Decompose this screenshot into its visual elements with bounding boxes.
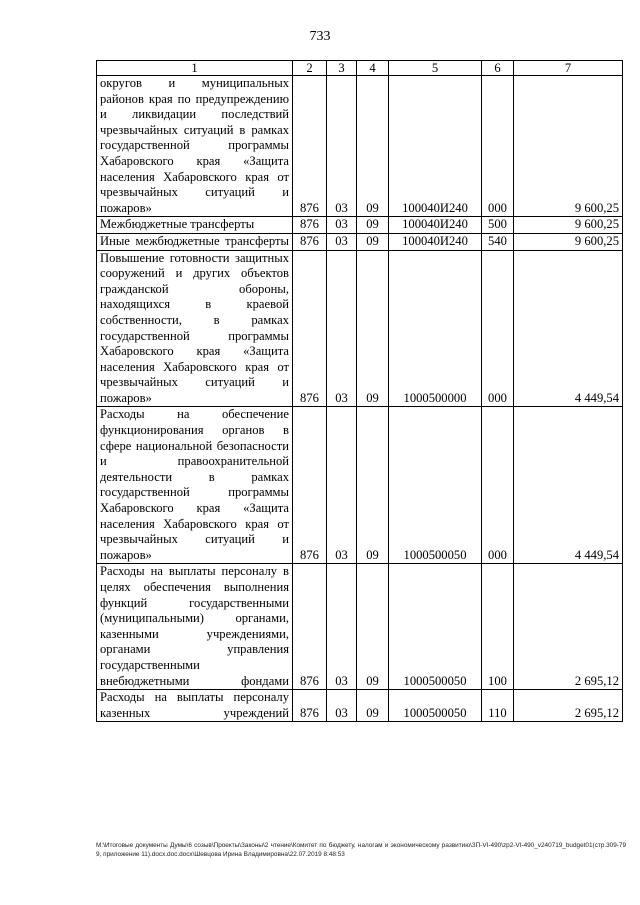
row-code-subsection: 09: [357, 250, 389, 407]
row-code-expense-type: 100: [482, 564, 514, 690]
page-number: 733: [309, 29, 331, 44]
row-code-subsection: 09: [357, 564, 389, 690]
column-header: 2: [293, 61, 327, 76]
document-path-footer: M:\Итоговые документы Думы\6 созыв\Проекты\Законы\2 чтение\Комитет по бюджету, налогам и экономическому развитию\ЗП-VI-490\zp2-VI-490_v240719_budget01(стр.309-799, приложение 11).docx.doc.docx\Шевцова Ирина Владимировна\22.07.2019 8:48:53: [96, 842, 626, 858]
row-code-target: 100040И240: [389, 217, 482, 234]
table-row: [97, 407, 623, 564]
row-code-expense-type: 110: [482, 690, 514, 722]
table-row: [97, 217, 623, 234]
row-code-expense-type: 000: [482, 250, 514, 407]
row-code-ministry: 876: [293, 233, 327, 250]
row-code-section: 03: [327, 76, 357, 217]
row-amount: 9 600,25: [514, 233, 623, 250]
row-description: Повышение готовности защитных сооружений и других объектов гражданской обороны, находящихся в краевой собственности, в рамках государственной программы Хабаровского края «Защита населения Хабаровского края от чрезвычайных ситуаций и пожаров»: [97, 250, 293, 407]
table-row: [97, 250, 623, 407]
row-description: Расходы на обеспечение функционирования органов в сфере национальной безопасности и правоохранительной деятельности в рамках государственной программы Хабаровского края «Защита населения Хабаровского края от чрезвычайных ситуаций и пожаров»: [97, 407, 293, 564]
row-code-section: 03: [327, 233, 357, 250]
row-code-expense-type: 000: [482, 407, 514, 564]
row-amount: 9 600,25: [514, 76, 623, 217]
row-code-subsection: 09: [357, 217, 389, 234]
row-code-ministry: 876: [293, 76, 327, 217]
row-amount: 4 449,54: [514, 250, 623, 407]
column-header: 7: [514, 61, 623, 76]
row-code-target: 1000500050: [389, 564, 482, 690]
row-code-section: 03: [327, 690, 357, 722]
row-code-target: 100040И240: [389, 233, 482, 250]
table-row: [97, 690, 623, 722]
row-code-subsection: 09: [357, 690, 389, 722]
row-amount: 9 600,25: [514, 217, 623, 234]
row-code-section: 03: [327, 250, 357, 407]
row-description: Иные межбюджетные трансферты: [97, 233, 293, 250]
row-code-section: 03: [327, 564, 357, 690]
row-code-subsection: 09: [357, 233, 389, 250]
table-row: [97, 233, 623, 250]
row-code-section: 03: [327, 407, 357, 564]
row-description: Расходы на выплаты персоналу в целях обеспечения выполнения функций государственными (муниципальными) органами, казенными учреждениями, органами управления государственными внебюджетными фондами: [97, 564, 293, 690]
column-header: 5: [389, 61, 482, 76]
row-description: округов и муниципальных районов края по предупреждению и ликвидации последствий чрезвычайных ситуаций в рамках государственной программы Хабаровского края «Защита населения Хабаровского края от чрезвычайных ситуаций и пожаров»: [97, 76, 293, 217]
column-header: 6: [482, 61, 514, 76]
row-description: Межбюджетные трансферты: [97, 217, 293, 234]
column-header: 3: [327, 61, 357, 76]
row-code-target: 1000500000: [389, 250, 482, 407]
table-header-row: [97, 61, 623, 76]
budget-table: [96, 60, 623, 722]
row-code-expense-type: 000: [482, 76, 514, 217]
row-code-ministry: 876: [293, 690, 327, 722]
row-amount: 2 695,12: [514, 690, 623, 722]
row-amount: 2 695,12: [514, 564, 623, 690]
row-code-target: 1000500050: [389, 690, 482, 722]
row-code-subsection: 09: [357, 76, 389, 217]
row-amount: 4 449,54: [514, 407, 623, 564]
row-code-ministry: 876: [293, 250, 327, 407]
table-row: [97, 76, 623, 217]
row-code-section: 03: [327, 217, 357, 234]
column-header: 4: [357, 61, 389, 76]
row-code-ministry: 876: [293, 217, 327, 234]
row-code-expense-type: 540: [482, 233, 514, 250]
row-code-ministry: 876: [293, 564, 327, 690]
table-row: [97, 564, 623, 690]
row-code-subsection: 09: [357, 407, 389, 564]
row-code-ministry: 876: [293, 407, 327, 564]
row-code-target: 100040И240: [389, 76, 482, 217]
column-header: 1: [97, 61, 293, 76]
row-code-expense-type: 500: [482, 217, 514, 234]
row-code-target: 1000500050: [389, 407, 482, 564]
row-description: Расходы на выплаты персоналу казенных учреждений: [97, 690, 293, 722]
